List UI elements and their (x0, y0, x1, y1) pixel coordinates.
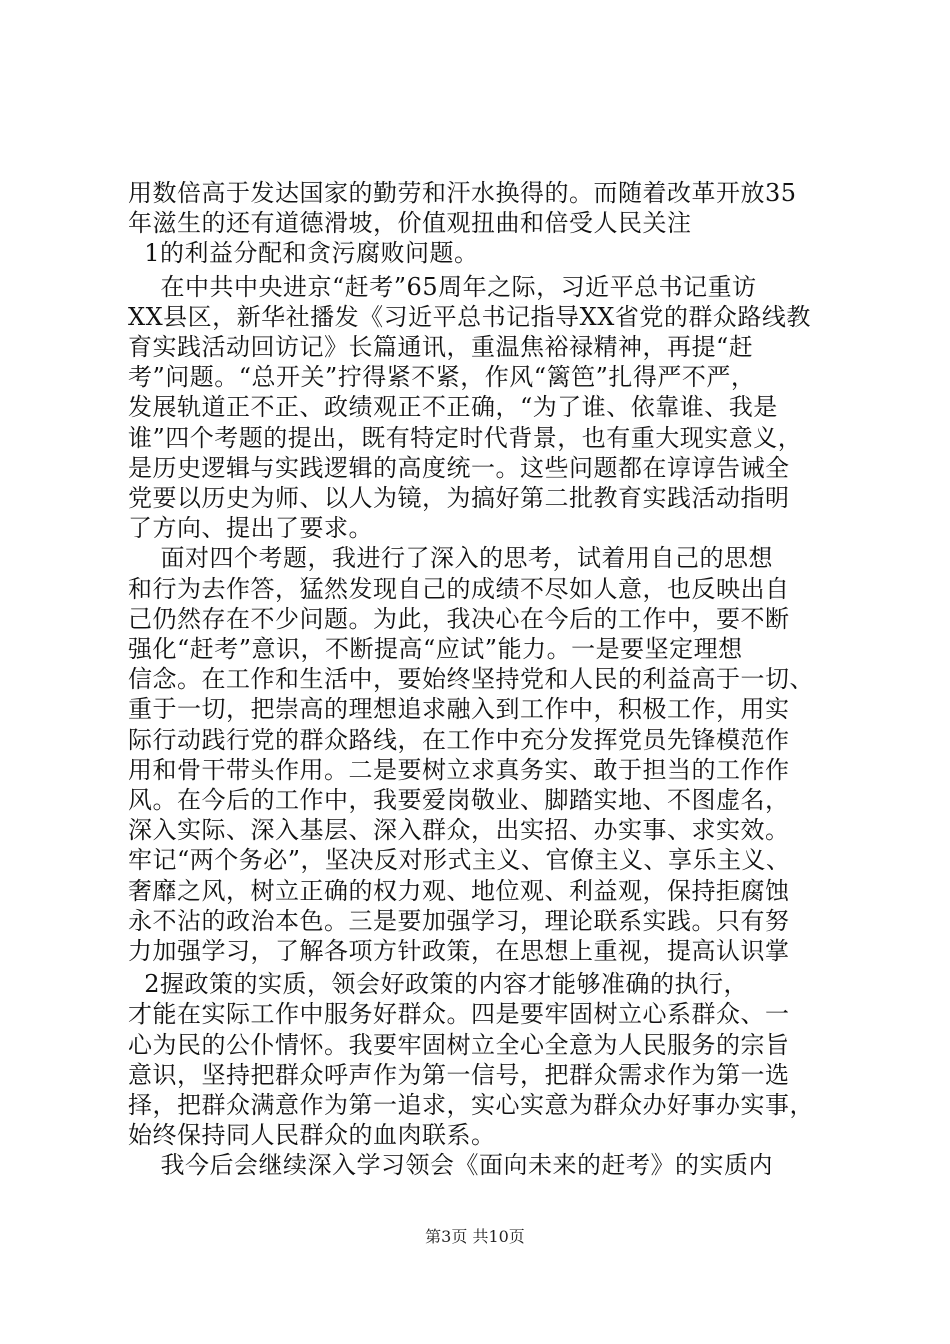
text-line: 深入实际、深入基层、深入群众，出实招、办实事、求实效。 (128, 816, 790, 844)
text-line: 我今后会继续深入学习领会《面向未来的赶考》的实质内 (128, 1151, 774, 1179)
text-line: 择，把群众满意作为第一追求，实心实意为群众办好事办实事， (128, 1091, 814, 1119)
text-line: 奢靡之风，树立正确的权力观、地位观、利益观，保持拒腐蚀 (128, 877, 790, 905)
text-line: 2握政策的实质，领会好政策的内容才能够准确的执行， (128, 970, 749, 998)
text-line: 心为民的公仆情怀。我要牢固树立全心全意为人民服务的宗旨 (128, 1031, 790, 1059)
text-line: 了方向、提出了要求。 (128, 514, 373, 542)
text-line: 强化“赶考”意识，不断提高“应试”能力。一是要坚定理想 (128, 635, 743, 663)
text-line: 用数倍高于发达国家的勤劳和汗水换得的。而随着改革开放35 (128, 179, 797, 207)
text-line: 党要以历史为师、以人为镜，为搞好第二批教育实践活动指明 (128, 484, 790, 512)
text-line: 始终保持同人民群众的血肉联系。 (128, 1121, 496, 1149)
text-line: 永不沾的政治本色。三是要加强学习，理论联系实践。只有努 (128, 907, 790, 935)
text-line: 风。在今后的工作中，我要爱岗敬业、脚踏实地、不图虚名， (128, 786, 790, 814)
text-line: 在中共中央进京“赶考”65周年之际，习近平总书记重访 (128, 273, 757, 301)
text-line: 力加强学习，了解各项方针政策，在思想上重视，提高认识掌 (128, 937, 790, 965)
text-line: XX县区，新华社播发《习近平总书记指导XX省党的群众路线教 (128, 303, 811, 331)
text-line: 1的利益分配和贪污腐败问题。 (128, 239, 479, 267)
text-line: 年滋生的还有道德滑坡，价值观扭曲和倍受人民关注 (128, 209, 692, 237)
text-line: 际行动践行党的群众路线，在工作中充分发挥党员先锋模范作 (128, 726, 790, 754)
page-footer: 第3页 共10页 (425, 1227, 525, 1246)
text-line: 意识，坚持把群众呼声作为第一信号，把群众需求作为第一选 (128, 1061, 790, 1089)
text-line: 谁”四个考题的提出，既有特定时代背景，也有重大现实意义， (128, 424, 803, 452)
text-line: 信念。在工作和生活中，要始终坚持党和人民的利益高于一切、 (128, 665, 814, 693)
text-line: 考”问题。“总开关”拧得紧不紧，作风“篱笆”扎得严不严， (128, 363, 756, 391)
text-line: 面对四个考题，我进行了深入的思考，试着用自己的思想 (128, 544, 774, 572)
text-line: 重于一切，把崇高的理想追求融入到工作中，积极工作，用实 (128, 695, 790, 723)
text-line: 育实践活动回访记》长篇通讯，重温焦裕禄精神，再提“赶 (128, 333, 754, 361)
text-line: 用和骨干带头作用。二是要树立求真务实、敢于担当的工作作 (128, 756, 790, 784)
text-line: 是历史逻辑与实践逻辑的高度统一。这些问题都在谆谆告诫全 (128, 454, 790, 482)
text-line: 才能在实际工作中服务好群众。四是要牢固树立心系群众、一 (128, 1000, 790, 1028)
text-line: 己仍然存在不少问题。为此，我决心在今后的工作中，要不断 (128, 605, 790, 633)
text-line: 牢记“两个务必”，坚决反对形式主义、官僚主义、享乐主义、 (128, 846, 791, 874)
text-line: 发展轨道正不正、政绩观正不正确，“为了谁、依靠谁、我是 (128, 393, 778, 421)
text-line: 和行为去作答，猛然发现自己的成绩不尽如人意，也反映出自 (128, 575, 790, 603)
